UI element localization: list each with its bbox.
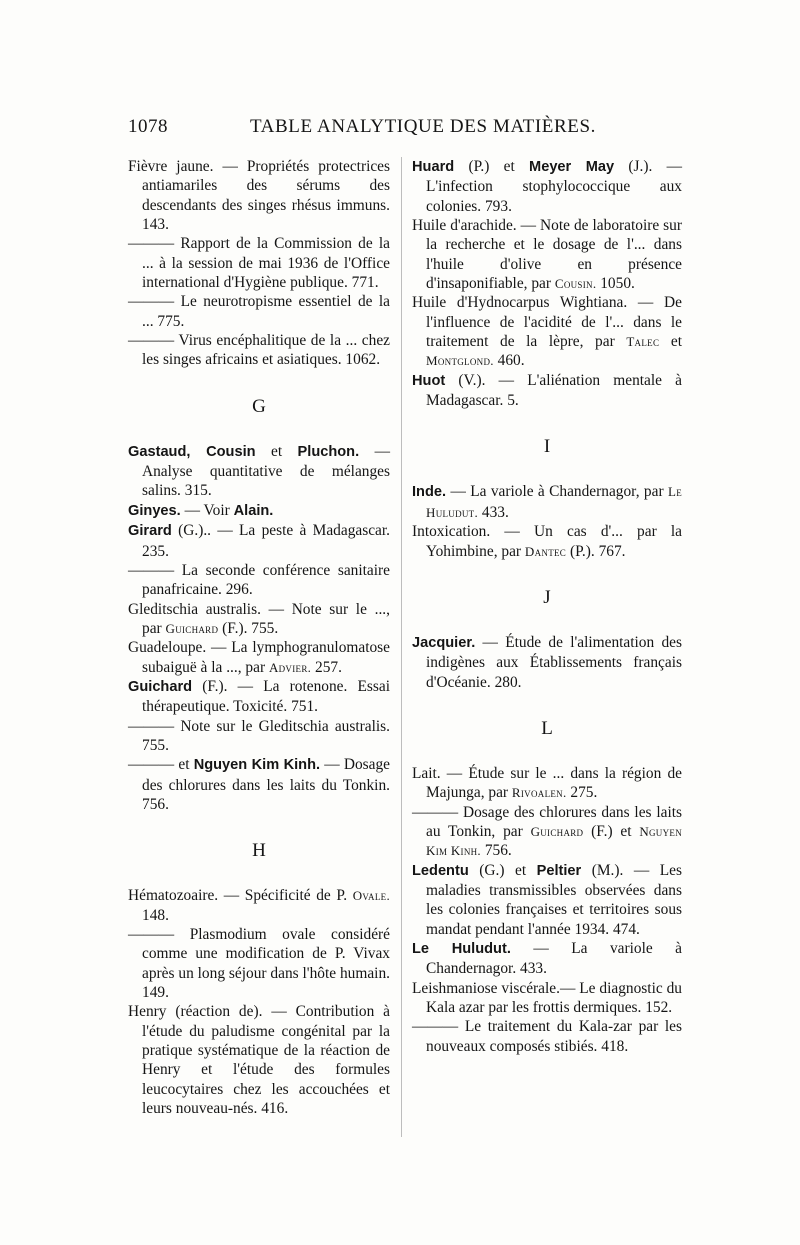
entry-text: Guadeloupe. — La lymphogranulomatose subaiguë à la ..., par — [128, 639, 390, 676]
entry-text: — Dosage des chlorures dans les laits du Tonkin. 756. — [142, 756, 391, 813]
entry-text: ——— Le traitement du Kala-zar par les nouveaux composés stibiés. 418. — [412, 1018, 682, 1055]
section-letter: I — [543, 436, 551, 458]
entry-name: Huot — [412, 372, 446, 389]
entry-text: — La variole à Chandernagor. 433. — [426, 939, 682, 978]
index-entry — [128, 561, 390, 600]
index-entry — [412, 939, 682, 979]
index-entry — [128, 638, 390, 677]
index-entry — [412, 157, 682, 216]
page-number: 1078 — [128, 116, 168, 137]
index-entry — [128, 501, 390, 521]
entry-name: Jacquier. — [412, 634, 476, 651]
entry-author: Rivoalen. — [511, 785, 567, 801]
index-entry — [128, 755, 390, 814]
entry-author: Guichard — [530, 823, 584, 839]
entry-text: 460. — [493, 352, 525, 370]
entry-text: et — [255, 442, 298, 460]
index-entry — [412, 979, 682, 1018]
entry-author: Le Huludut. — [426, 484, 682, 520]
entry-name: Ginyes. — [128, 502, 181, 519]
index-entry — [128, 331, 390, 370]
entry-text: ——— et — [128, 756, 194, 774]
entry-text: — Étude de l'alimentation des indigènes aux Établissements français d'Océanie. 280. — [426, 633, 682, 691]
entry-text: Henry (réaction de). — Contribution à l'étude du paludisme congénital par la pratique systématique de la réaction de Henry et l'étude des formules leucocytaires chez les accouchées et leurs nouveau-nés. 416. — [128, 1003, 390, 1118]
entry-author: Talec — [626, 334, 660, 350]
entry-text: — Voir — [180, 501, 234, 519]
entry-text: Huile d'arachide. — Note de laboratoire sur la recherche et le dosage de l'... dans l'huile d'olive en présence d'insaponifiable, par — [412, 217, 682, 293]
entry-text: ——— Dosage des chlorures dans les laits au Tonkin, par — [412, 803, 682, 840]
running-head — [128, 116, 683, 146]
entry-name: Peltier — [536, 862, 582, 879]
index-entry — [412, 216, 682, 293]
entry-author: Advier. — [268, 659, 312, 675]
entry-name: Nguyen Kim Kinh. — [193, 757, 321, 774]
index-entry — [412, 1017, 682, 1056]
running-title: TABLE ANALYTIQUE DES MATIÈRES. — [250, 116, 597, 137]
entry-name: Huard — [412, 159, 455, 175]
entry-name: Girard — [128, 523, 172, 540]
entry-text: (J.). — L'infection stophylococcique aux colonies. 793. — [426, 158, 682, 215]
index-entry — [412, 482, 682, 522]
entry-text: Lait. — Étude sur le ... dans la région de Majunga, par — [412, 764, 682, 802]
entry-text: — La variole à Chandernagor, par — [446, 483, 668, 501]
entry-name: Inde. — [412, 484, 447, 501]
entry-text: (F.) et — [583, 822, 640, 840]
entry-text: 1050. — [596, 275, 635, 293]
column-divider — [401, 157, 402, 1137]
entry-text: 257. — [311, 658, 342, 676]
index-entry — [128, 157, 390, 234]
entry-text: (P.). 767. — [566, 542, 626, 560]
section-letter: G — [252, 395, 266, 417]
entry-text: (F.). 755. — [218, 619, 279, 637]
entry-name: Guichard — [128, 678, 193, 695]
entry-text: Intoxication. — Un cas d'... par la Yohimbine, par — [412, 523, 682, 560]
entry-author: Cousin. — [554, 276, 597, 292]
entry-text: 433. — [478, 503, 509, 521]
index-entry — [412, 293, 682, 370]
index-entry — [412, 371, 682, 411]
section-letter: L — [541, 717, 553, 739]
entry-name: Gastaud, Cousin — [128, 443, 256, 460]
entry-text: 148. — [142, 906, 169, 924]
entry-text: 756. — [480, 842, 512, 860]
entry-name: Ledentu — [412, 862, 469, 879]
entry-text: et — [659, 333, 682, 351]
index-entry — [412, 522, 682, 561]
entry-text: Hématozoaire. — Spécificité de P. — [128, 887, 353, 905]
index-entry — [128, 292, 390, 331]
entry-text: (G.) et — [468, 861, 537, 879]
entry-text: (P.) et — [454, 158, 530, 175]
index-entry — [128, 234, 390, 292]
entry-name: Alain. — [233, 502, 274, 519]
entry-name: Pluchon. — [297, 443, 360, 460]
index-entry — [128, 925, 390, 1002]
entry-text: (G.).. — La peste à Madagascar. 235. — [142, 522, 390, 560]
index-entry — [412, 633, 682, 692]
index-entry — [128, 1002, 390, 1118]
entry-text: (F.). — La rotenone. Essai thérapeutique. Toxicité. 751. — [142, 677, 390, 716]
left-column — [128, 157, 390, 1118]
index-entry — [128, 886, 390, 925]
entry-author: Dantec — [524, 543, 567, 559]
index-entry — [128, 677, 390, 717]
entry-author: Nguyen Kim Kinh. — [426, 823, 682, 859]
entry-author: Guichard — [165, 620, 219, 636]
entry-text: ——— La seconde conférence sanitaire panafricaine. 296. — [128, 561, 390, 599]
section-letter: J — [543, 586, 551, 608]
entry-text: 275. — [566, 784, 598, 802]
index-entry — [412, 803, 682, 861]
entry-text: Huile d'Hydnocarpus Wightiana. — De l'influence de l'acidité de l'... dans le traitement de la lèpre, par — [412, 294, 682, 351]
index-entry — [128, 717, 390, 756]
entry-text: ——— Le neurotropisme essentiel de la ... 775. — [128, 293, 390, 330]
index-entry — [412, 764, 682, 803]
entry-name: Le Huludut. — [412, 940, 511, 957]
entry-text: — Analyse quantitative de mélanges salins. 315. — [142, 442, 390, 500]
entry-text: Gleditschia australis. — Note sur le ..., par — [128, 600, 390, 637]
entry-author: Ovale. — [352, 888, 390, 904]
entry-author: Montglond. — [426, 353, 494, 369]
entry-text: ——— Virus encéphalitique de la ... chez les singes africains et asiatiques. 1062. — [128, 332, 390, 369]
right-column — [412, 157, 682, 1056]
index-entry — [128, 521, 390, 561]
entry-text: ——— Plasmodium ovale considéré comme une modification de P. Vivax après un long séjour dans l'hôte humain. 149. — [128, 926, 390, 1002]
entry-text: Leishmaniose viscérale.— Le diagnostic du Kala azar par les frottis dermiques. 152. — [412, 979, 682, 1016]
index-entry — [128, 600, 390, 639]
entry-text: (M.). — Les maladies transmissibles observées dans les colonies françaises et territoires sous mandat pendant l'année 1934. 474. — [426, 861, 682, 938]
entry-text: ——— Note sur le Gleditschia australis. 755. — [128, 717, 390, 754]
entry-name: Meyer May — [529, 159, 615, 175]
index-entry — [128, 442, 390, 501]
entry-text: Fièvre jaune. — Propriétés protectrices antiamariles des sérums des descendants des singes rhésus immuns. 143. — [128, 158, 390, 234]
section-letter: H — [252, 840, 266, 862]
index-entry — [412, 861, 682, 939]
entry-text: (V.). — L'aliénation mentale à Madagascar. 5. — [426, 371, 682, 410]
entry-text: ——— Rapport de la Commission de la ... à la session de mai 1936 de l'Office international d'Hygiène publique. 771. — [128, 235, 390, 292]
